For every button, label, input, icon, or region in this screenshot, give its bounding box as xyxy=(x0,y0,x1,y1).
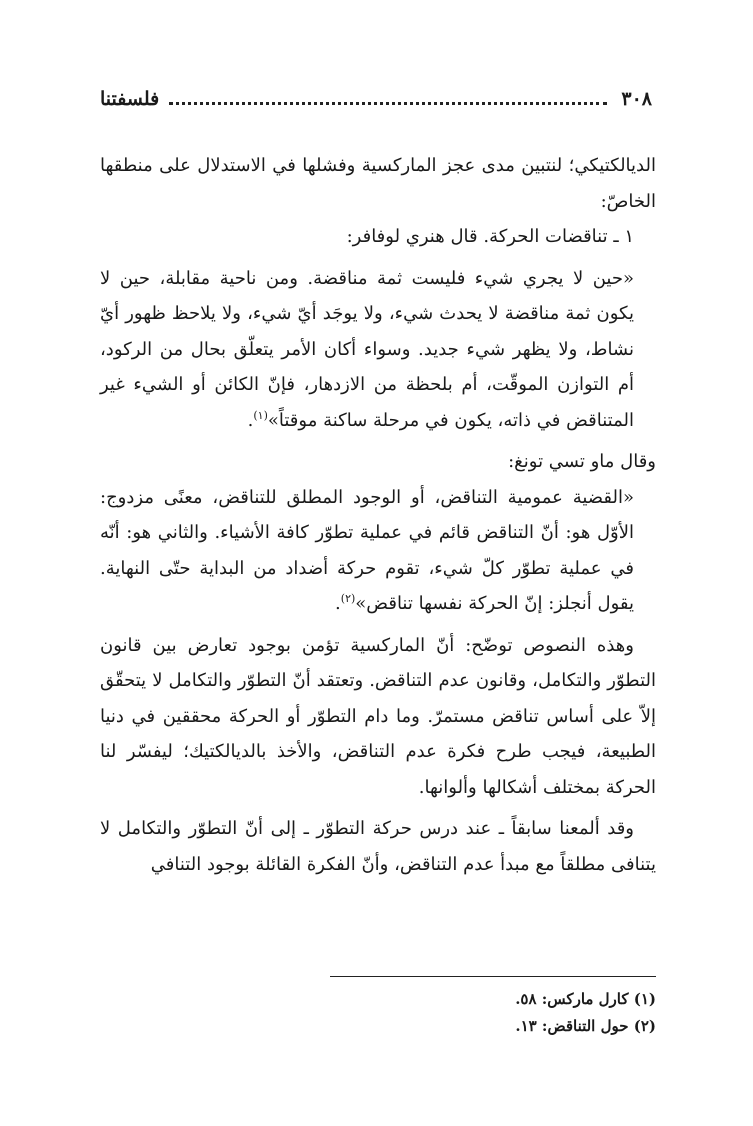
footnotes xyxy=(100,986,656,1040)
quote-lefebvre-end: . xyxy=(247,409,254,431)
header-dot-leader xyxy=(169,92,607,105)
main-text xyxy=(100,148,656,882)
paragraph-explanation: وهذه النصوص توضّح: أنّ الماركسية تؤمن بوجود تعارض بين قانون التطوّر والتكامل، وقانون عدم التناقض. وتعتقد أنّ التطوّر والتكامل لا يتحقّق إلاّ على أساس تناقض مستمرّ. وما دام التطوّر أو الحركة محققين في دنيا الطبيعة، فيجب طرح فكرة عدم التناقض، والأخذ بالديالكتيك؛ ليفسّر لنا الحركة بمختلف أشكالها وألوانها. xyxy=(100,634,656,798)
quote-lefebvre xyxy=(100,261,656,439)
quote-mao-text: «القضية عمومية التناقض، أو الوجود المطلق للتناقض، معنًى مزدوج: الأوّل هو: أنّ التناقض قائم في عملية تطوّر كافة الأشياء. والثاني هو: أنّه في عملية تطوّر كلّ شيء، تقوم حركة أضداد من البداية حتّى النهاية. يقول أنجلز: إنّ الحركة نفسها تناقض» xyxy=(100,486,634,614)
quote-mao-end: . xyxy=(335,593,341,614)
footnote-separator xyxy=(330,976,656,977)
footnote-1: (١) كارل ماركس: ٥٨. xyxy=(515,990,656,1008)
book-title: فلسفتنا xyxy=(100,88,160,110)
quote-mao xyxy=(100,480,656,622)
quote-lefebvre-text: «حين لا يجري شيء فليست ثمة مناقضة. ومن ناحية مقابلة، حين لا يكون ثمة مناقضة لا يحدث شيء، ولا يوجَد أيّ شيء، ولا يلاحظ ظهور أيّ نشاط، ولا يظهر شيء جديد. وسواء أكان الأمر يتعلّق بحال من الركود، أم التوازن الموقّت، أم بلحظة من الازدهار، فإنّ الكائن أو الشيء غير المتناقض في ذاته، يكون في مرحلة ساكنة موقتاً» xyxy=(100,267,634,431)
page-header xyxy=(100,88,652,110)
footnote-ref-2: (٢) xyxy=(340,592,356,605)
paragraph-continuation: وقد ألمعنا سابقاً ـ عند درس حركة التطوّر ـ إلى أنّ التطوّر والتكامل لا يتنافى مطلقاً مع مبدأ عدم التناقض، وأنّ الفكرة القائلة بوجود التنافي xyxy=(100,818,656,875)
section-heading-contradictions: ١ ـ تناقضات الحركة. قال هنري لوفافر: xyxy=(346,226,634,247)
paragraph-mao-intro: وقال ماو تسي تونغ: xyxy=(508,451,656,472)
footnote-2: (٢) حول التناقض: ١٣. xyxy=(515,1017,656,1035)
page-number: ٣٠٨ xyxy=(621,88,652,110)
paragraph-intro: الديالكتيكي؛ لنتبين مدى عجز الماركسية وفشلها في الاستدلال على منطقها الخاصّ: xyxy=(100,155,656,212)
footnote-ref-1: (١) xyxy=(253,408,268,422)
